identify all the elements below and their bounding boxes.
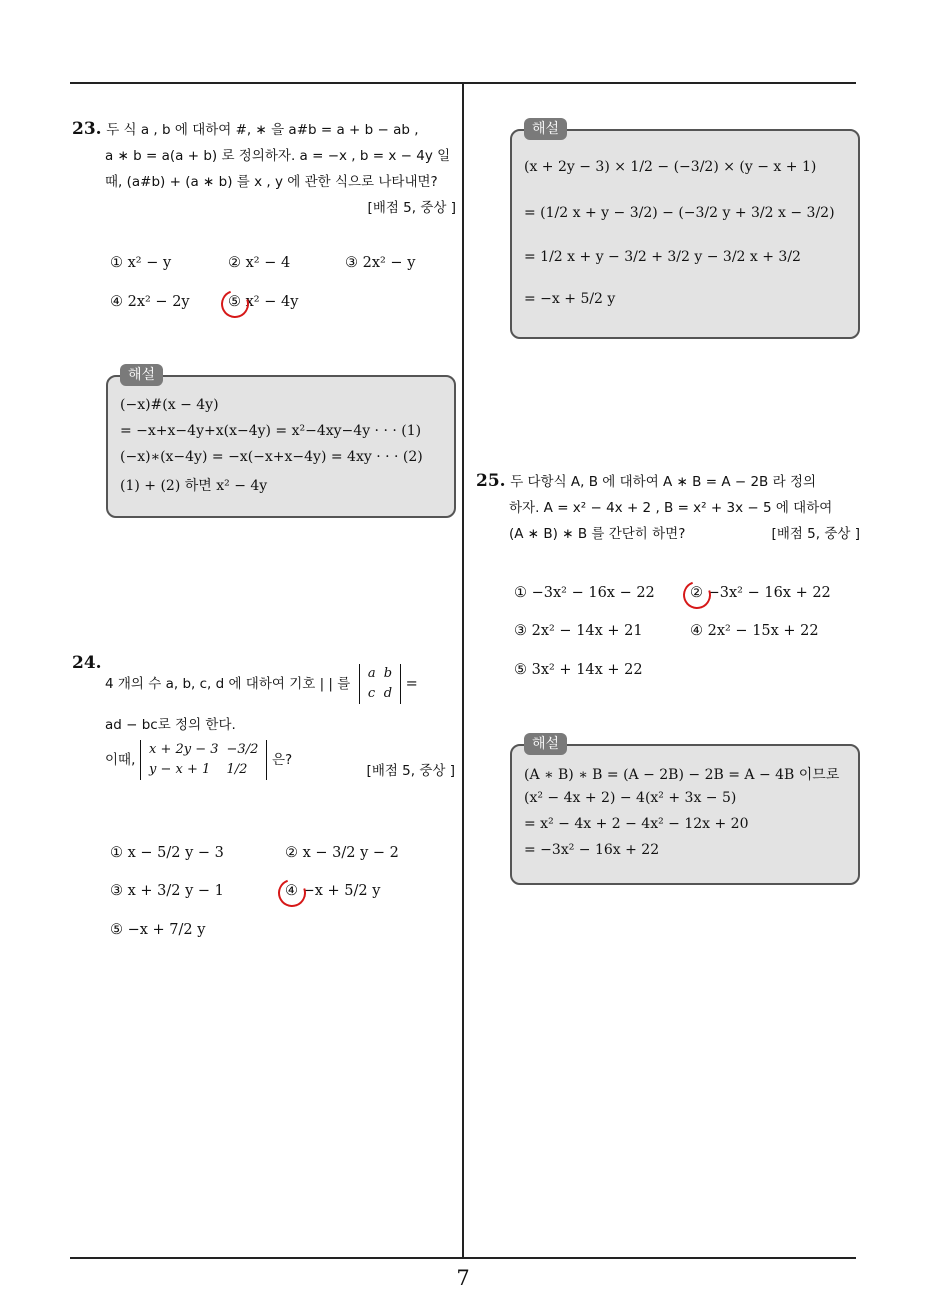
solution-24-tag: 해설 bbox=[524, 118, 567, 140]
q23-answer-mark bbox=[216, 285, 253, 322]
sol25-line1: (A ∗ B) ∗ B = (A − 2B) − 2B = A − 4B 이므로 bbox=[524, 767, 840, 783]
q24-number: 24. bbox=[72, 653, 102, 673]
question-25 bbox=[476, 468, 860, 547]
sol25-line3: = x² − 4x + 2 − 4x² − 12x + 20 bbox=[524, 816, 749, 832]
q24-text3b: 은? bbox=[271, 752, 293, 768]
q24-det-symbol bbox=[359, 664, 401, 704]
sol24-line4: = −x + 5/2 y bbox=[524, 291, 616, 307]
page-number: 7 bbox=[456, 1266, 470, 1290]
bottom-rule bbox=[70, 1257, 856, 1259]
q25-line2 bbox=[476, 495, 860, 521]
sol23-line3: (−x)∗(x−4y) = −x(−x+x−4y) = 4xy · · · (2) bbox=[120, 449, 423, 465]
q25-line1 bbox=[476, 468, 860, 495]
det-a: a bbox=[367, 666, 376, 681]
sol23-line1: (−x)#(x − 4y) bbox=[120, 397, 219, 413]
q23-option-4[interactable]: ④ 2x² − 2y bbox=[110, 294, 190, 310]
det2-b: −3/2 bbox=[226, 742, 259, 757]
q24-option-3[interactable]: ③ x + 3/2 y − 1 bbox=[110, 883, 224, 899]
q23-option-3[interactable]: ③ 2x² − y bbox=[345, 255, 416, 271]
det2-d: 1/2 bbox=[226, 762, 248, 777]
q24-text3a: 이때, bbox=[105, 752, 136, 768]
q25-option-4[interactable]: ④ 2x² − 15x + 22 bbox=[690, 623, 819, 639]
q25-option-3[interactable]: ③ 2x² − 14x + 21 bbox=[514, 623, 643, 639]
q25-number: 25. bbox=[476, 471, 506, 491]
q25-option-2[interactable]: ② −3x² − 16x + 22 bbox=[690, 585, 831, 601]
det-b: b bbox=[383, 666, 393, 681]
q23-line3 bbox=[72, 169, 456, 195]
sol24-line2: = (1/2 x + y − 3/2) − (−3/2 y + 3/2 x − 3/2) bbox=[524, 205, 835, 221]
sol24-line1: (x + 2y − 3) × 1/2 − (−3/2) × (y − x + 1) bbox=[524, 159, 817, 175]
q24-line2 bbox=[105, 712, 236, 738]
q24-option-5[interactable]: ⑤ −x + 7/2 y bbox=[110, 922, 206, 938]
q25-text1: 두 다항식 A, B 에 대하여 A ∗ B = A − 2B 라 정의 bbox=[510, 474, 817, 490]
column-divider bbox=[462, 83, 464, 1259]
q24-option-4[interactable]: ④ −x + 5/2 y bbox=[285, 883, 381, 899]
q25-text2: 하자. A = x² − 4x + 2 , B = x² + 3x − 5 에 대하여 bbox=[509, 500, 833, 516]
q23-number: 23. bbox=[72, 119, 102, 139]
solution-25-box bbox=[510, 736, 860, 885]
q23-line2 bbox=[72, 143, 456, 169]
det2-c: y − x + 1 bbox=[148, 762, 211, 777]
q24-text1: 4 개의 수 a, b, c, d 에 대하여 기호 | | 를 bbox=[105, 676, 351, 692]
sol23-line4: (1) + (2) 하면 x² − 4y bbox=[120, 478, 268, 494]
q24-points: [배점 5, 중상 ] bbox=[366, 763, 455, 779]
solution-25-tag: 해설 bbox=[524, 733, 567, 755]
q25-text3: (A ∗ B) ∗ B 를 간단히 하면? bbox=[509, 526, 686, 542]
solution-23-tag: 해설 bbox=[120, 364, 163, 386]
q24-text2: ad − bc로 정의 한다. bbox=[105, 717, 236, 733]
q25-line3 bbox=[476, 521, 860, 547]
q24-answer-mark bbox=[273, 874, 310, 911]
q23-text3: 때, (a#b) + (a ∗ b) 를 x , y 에 관한 식으로 나타내면? bbox=[105, 174, 438, 190]
det-d: d bbox=[383, 686, 393, 701]
q23-points: [배점 5, 중상 ] bbox=[367, 200, 456, 216]
q25-option-1[interactable]: ① −3x² − 16x − 22 bbox=[514, 585, 655, 601]
q23-points-row bbox=[72, 195, 456, 221]
q23-line1 bbox=[72, 116, 456, 143]
q24-option-1[interactable]: ① x − 5/2 y − 3 bbox=[110, 845, 224, 861]
det-c: c bbox=[367, 686, 376, 701]
q25-option-5[interactable]: ⑤ 3x² + 14x + 22 bbox=[514, 662, 643, 678]
det2-a: x + 2y − 3 bbox=[148, 742, 219, 757]
q23-option-1[interactable]: ① x² − y bbox=[110, 255, 172, 271]
question-23 bbox=[72, 116, 456, 221]
q25-answer-mark bbox=[678, 576, 715, 613]
q24-line3 bbox=[105, 740, 455, 784]
solution-24-box bbox=[510, 121, 860, 339]
solution-23-box bbox=[106, 367, 456, 518]
q24-det-expression bbox=[140, 740, 267, 780]
q23-text1: 두 식 a , b 에 대하여 #, ∗ 을 a#b = a + b − ab , bbox=[106, 122, 419, 138]
q24-line1: 4 개의 수 a, b, c, d 에 대하여 기호 | | 를 a b c d = bbox=[105, 664, 455, 704]
q24-option-2[interactable]: ② x − 3/2 y − 2 bbox=[285, 845, 399, 861]
q25-points: [배점 5, 중상 ] bbox=[771, 526, 860, 542]
sol25-line4: = −3x² − 16x + 22 bbox=[524, 842, 660, 858]
q23-text2: a ∗ b = a(a + b) 로 정의하자. a = −x , b = x − 4y 일 bbox=[105, 148, 451, 164]
q23-option-5[interactable]: ⑤ x² − 4y bbox=[228, 294, 299, 310]
sol24-line3: = 1/2 x + y − 3/2 + 3/2 y − 3/2 x + 3/2 bbox=[524, 249, 801, 265]
q23-option-2[interactable]: ② x² − 4 bbox=[228, 255, 291, 271]
sol25-line2: (x² − 4x + 2) − 4(x² + 3x − 5) bbox=[524, 790, 737, 806]
sol23-line2: = −x+x−4y+x(x−4y) = x²−4xy−4y · · · (1) bbox=[120, 423, 422, 439]
